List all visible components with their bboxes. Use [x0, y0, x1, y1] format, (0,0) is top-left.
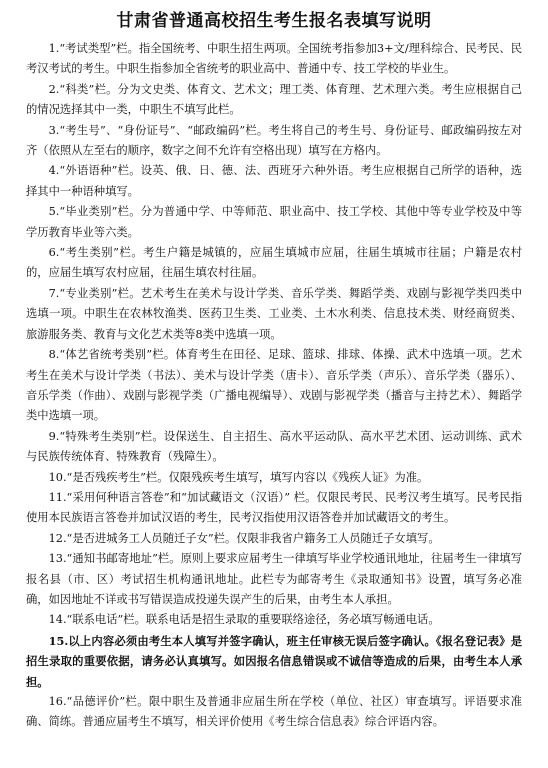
document-title: 甘肃省普通高校招生考生报名表填写说明	[116, 11, 432, 31]
paragraph-mailing-address: 13.“通知书邮寄地址”栏。原则上要求应届考生一律填写毕业学校通讯地址，往届考生一律填写报名县（市、区）考试招生机构通讯地址。此栏专为邮寄考生《录取通知书》设置，填写务必准确，如因地址不详或书写错误造成投递失误产生的后果，由考生本人承担。	[26, 552, 522, 606]
paragraph-contact-phone: 14.“联系电话”栏。联系电话是招生录取的重要联络途径，务必填写畅通电话。	[48, 613, 440, 627]
paragraph-disability: 10.“是否残疾考生”栏。仅限残疾考生填写，填写内容以《残疾人证》为准。	[48, 470, 429, 484]
paragraph-candidate-number: 3.“考生号”、“身份证号”、“邮政编码”栏。考生将自己的考生号、身份证号、邮政编码按左对齐（依照从左至右的顺序，数字之间不允许有空格出现）填写在方格内。	[26, 123, 522, 158]
paragraph-moral-evaluation: 16.“品德评价”栏。限中职生及普通非应届生所在学校（单位、社区）审查填写。评语要求准确、简练。普通应届考生不填写，相关评价使用《考生综合信息表》综合评语内容。	[26, 695, 522, 729]
paragraph-sports-arts-exam: 8.“体艺省统考类别”栏。体育考生在田径、足球、篮球、排球、体操、武术中选填一项。艺术考生在美术与设计学类（书法）、美术与设计学类（唐卡）、音乐学类（声乐）、音乐学类（器乐）、音乐学类（作曲）、戏剧与影视学类（广播电视编导）、戏剧与影视学类（播音与主持艺术）、舞蹈学类中选填一项。	[26, 348, 522, 423]
paragraph-subject-category: 2.“科类”栏。分为文史类、体育文、艺术文；理工类、体育理、艺术理六类。考生应根据自己的情况选择其中一类，中职生不填写此栏。	[26, 82, 522, 117]
paragraph-special-candidate: 9.“特殊考生类别”栏。设保送生、自主招生、高水平运动队、高水平艺术团、运动训练、武术与民族传统体育、特殊教育（残障生）。	[26, 429, 522, 464]
paragraph-answer-language: 11.“采用何种语言答卷”和“加试藏语文（汉语）” 栏。仅限民考民、民考汉考生填写。民考民指使用本民族语言答卷并加试汉语的考生，民考汉指使用汉语答卷并加试藏语文的考生。	[26, 490, 522, 525]
paragraph-migrant-children: 12.“是否进城务工人员随迁子女”栏。仅限非我省户籍务工人员随迁子女填写。	[48, 531, 440, 545]
paragraph-signature-notice: 15.以上内容必须由考生本人填写并签字确认，班主任审核无误后签字确认。《报名登记表》是招生录取的重要依据，请务必认真填写。如因报名信息错误或不诚信等造成的后果，由考生本人承担。	[26, 633, 522, 689]
paragraph-major-category: 7.“专业类别”栏。艺术考生在美术与设计学类、音乐学类、舞蹈学类、戏剧与影视学类四类中选填一项。中职生在农林牧渔类、医药卫生类、工业类、土木水利类、信息技术类、财经商贸类、旅游服务类、教育与文化艺术类等8类中选填一项。	[26, 286, 522, 341]
paragraph-candidate-category: 6.“考生类别”栏。考生户籍是城镇的，应届生填城市应届，往届生填城市往届；户籍是农村的，应届生填写农村应届，往届生填农村往届。	[26, 246, 522, 280]
paragraph-foreign-language: 4.“外语语种”栏。设英、俄、日、德、法、西班牙六种外语。考生应根据自己所学的语种，选择其中一种语种填写。	[26, 164, 522, 198]
paragraph-exam-type: 1.“考试类型”栏。指全国统考、中职生招生两项。全国统考指参加3+文/理科综合、民考民、民考汉考试的考生。中职生指参加全省统考的职业高中、普通中专、技工学校的毕业生。	[26, 42, 522, 76]
paragraph-graduation-type: 5.“毕业类别”栏。分为普通中学、中等师范、职业高中、技工学校、其他中等专业学校及中等学历教育毕业等六类。	[26, 205, 522, 239]
